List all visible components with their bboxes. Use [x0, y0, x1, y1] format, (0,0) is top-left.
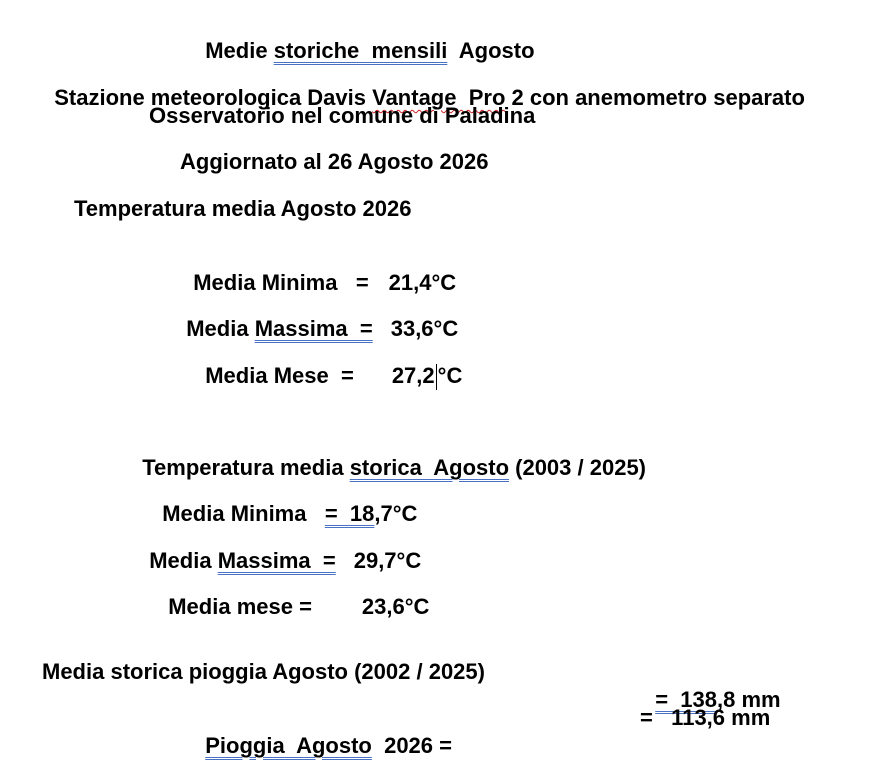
current-month-label: Media Mese = — [205, 363, 354, 388]
current-month-row: Media Mese = 27,2 °C — [193, 334, 462, 362]
current-min-label: Media Minima = — [193, 270, 369, 295]
spellcheck-word: Vantage Pro — [372, 85, 506, 110]
historical-min-value-underlined: = 18 — [324, 501, 375, 526]
historical-max-value: 29,7°C — [353, 548, 422, 573]
title-underlined: storiche mensili — [273, 38, 448, 63]
historical-month-row — [156, 565, 430, 619]
historical-min-label: Media Minima — [162, 501, 325, 526]
historical-min-row: Media Minima = 18,7°C — [162, 501, 418, 526]
current-min-row — [181, 241, 457, 295]
page-title: Medie storiche mensili Agosto — [205, 38, 535, 63]
current-max-row: Media Massima = 33,6°C — [186, 316, 459, 341]
current-month-value: 27,2 — [391, 363, 435, 388]
current-min-value: 21,4°C — [388, 270, 457, 295]
observatory-line: Osservatorio nel comune di Paladina — [149, 103, 536, 128]
historical-month-value: 23,6°C — [361, 594, 430, 619]
historical-rain-label: Media storica pioggia Agosto (2002 / 2025) — [42, 659, 485, 684]
historical-month-label: Media mese = — [168, 594, 312, 619]
historical-heading: Temperatura media storica Agosto (2003 / 2025) — [142, 455, 646, 480]
historical-max-row: Media Massima = 29,7°C — [149, 548, 422, 573]
historical-rain-value: = 138,8 mm — [655, 687, 781, 712]
current-max-label: Massima = — [254, 316, 373, 341]
current-max-value: 33,6°C — [390, 316, 459, 341]
current-rain-label: Pioggia Agosto 2026 = — [205, 733, 452, 758]
historical-heading-underlined: storica Agosto — [349, 455, 510, 480]
current-rain-value: = 113,6 mm — [640, 705, 771, 730]
updated-line: Aggiornato al 26 Agosto 2026 — [180, 149, 489, 174]
text-cursor — [436, 364, 437, 390]
current-heading: Temperatura media Agosto 2026 — [74, 196, 412, 221]
station-line: Stazione meteorologica Davis Vantage Pro 2 con anemometro separato — [54, 85, 805, 110]
historical-max-label: Massima = — [217, 548, 336, 573]
